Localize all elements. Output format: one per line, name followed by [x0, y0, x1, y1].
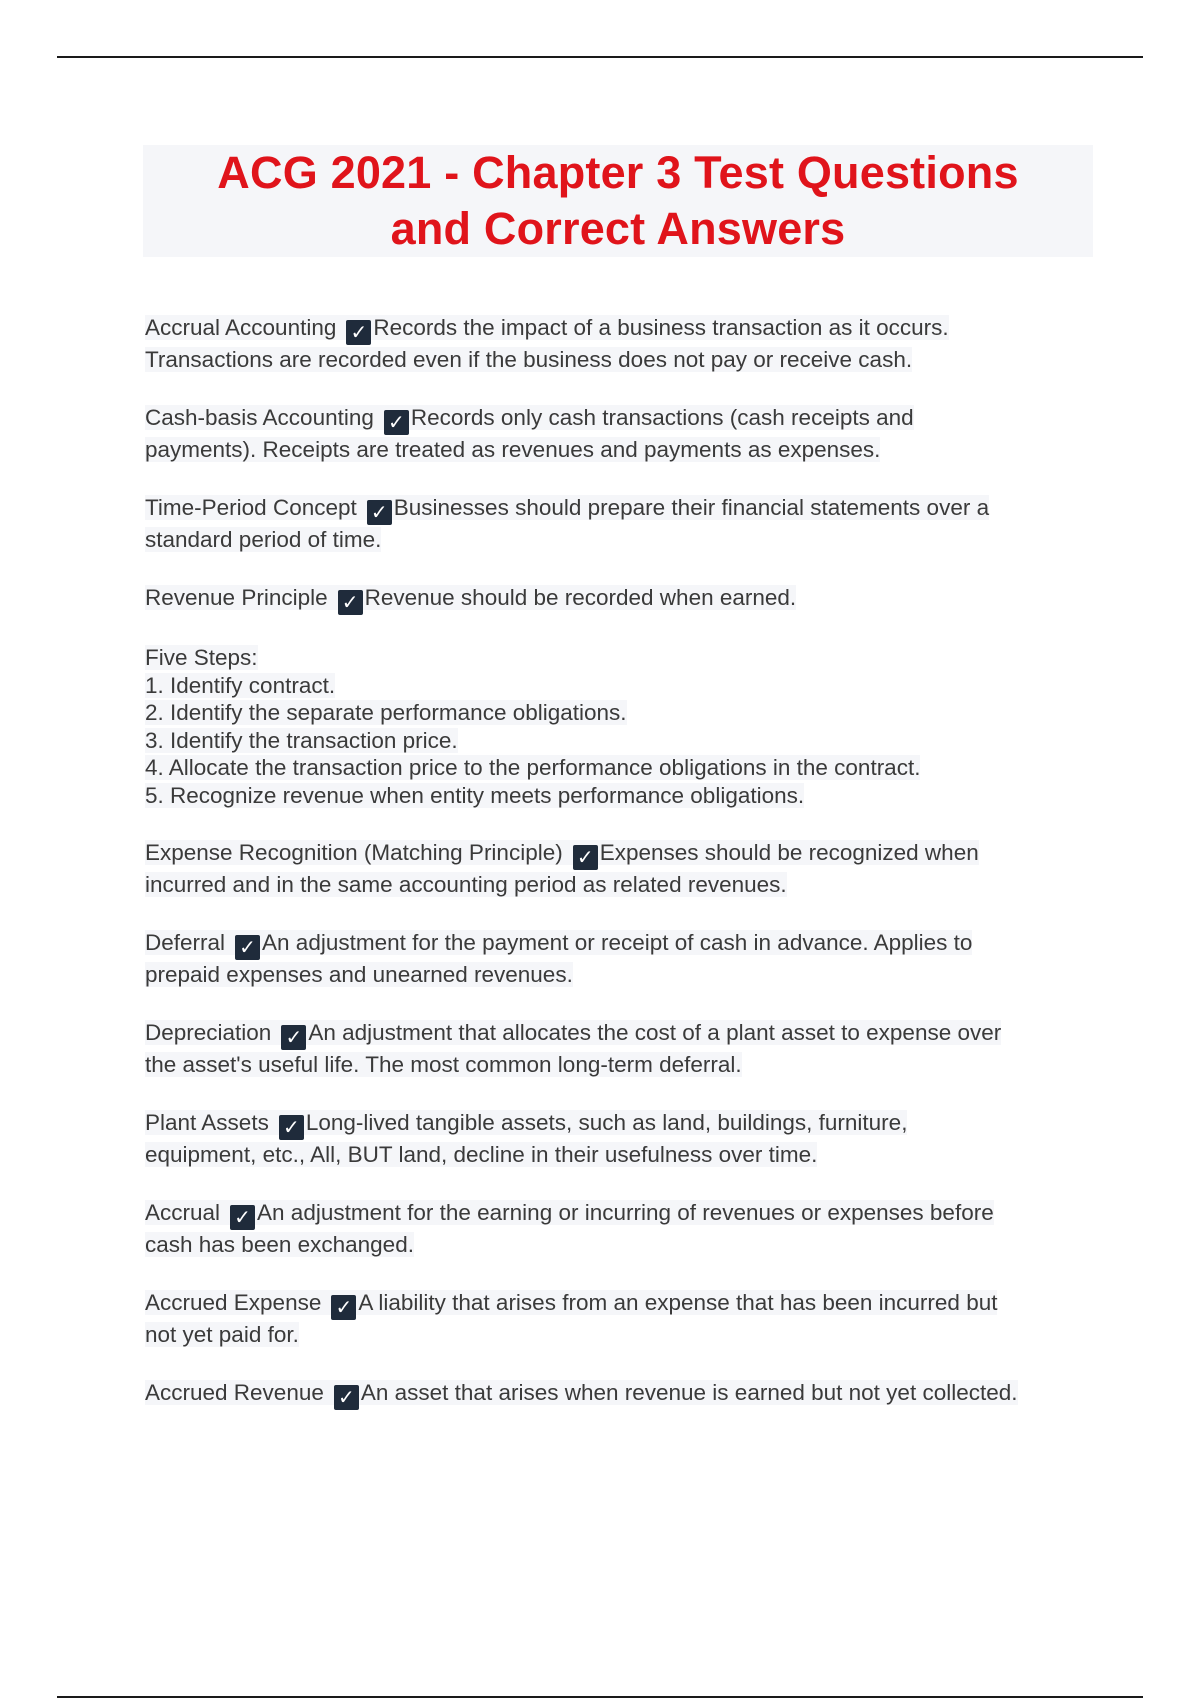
step-item: 3. Identify the transaction price.: [145, 727, 458, 753]
qa-continuation-line: [145, 1140, 1095, 1169]
qa-entry: [145, 313, 1095, 374]
qa-first-line: [145, 583, 1095, 615]
five-steps: [145, 644, 1095, 809]
qa-first-line: [145, 1378, 1095, 1410]
qa-entry: [145, 838, 1095, 899]
qa-entry: [145, 1288, 1095, 1349]
qa-entry: [145, 1198, 1095, 1259]
qa-continuation-line: [145, 960, 1095, 989]
five-steps-heading: Five Steps:: [145, 645, 258, 670]
qa-term: Depreciation: [145, 1020, 272, 1045]
checkmark-icon: ✓: [235, 935, 260, 960]
qa-first-line: [145, 1198, 1095, 1230]
checkmark-icon: ✓: [334, 1385, 359, 1410]
qa-continuation-line: [145, 1050, 1095, 1079]
qa-first-line: [145, 838, 1095, 870]
qa-first-line: [145, 403, 1095, 435]
qa-first-line: [145, 493, 1095, 525]
qa-term: Deferral: [145, 930, 226, 955]
qa-entry: [145, 928, 1095, 989]
qa-term: Cash-basis Accounting: [145, 405, 374, 430]
qa-list: [145, 313, 1095, 1439]
qa-answer-text: equipment, etc., All, BUT land, decline in their usefulness over time.: [145, 1142, 818, 1167]
qa-answer-text: Revenue should be recorded when earned.: [364, 585, 797, 610]
qa-first-line: [145, 313, 1095, 345]
qa-term: Accrual Accounting: [145, 315, 337, 340]
qa-first-line: [145, 1108, 1095, 1140]
qa-answer-text: Transactions are recorded even if the business does not pay or receive cash.: [145, 347, 913, 372]
qa-answer-text: Expenses should be recognized when: [599, 840, 979, 865]
qa-entry: [145, 403, 1095, 464]
qa-continuation-line: [145, 345, 1095, 374]
qa-first-line: [145, 928, 1095, 960]
qa-answer-text: Long-lived tangible assets, such as land, buildings, furniture,: [305, 1110, 908, 1135]
qa-continuation-line: [145, 435, 1095, 464]
step-item: 2. Identify the separate performance obligations.: [145, 700, 627, 725]
checkmark-icon: ✓: [230, 1205, 255, 1230]
qa-answer-text: payments). Receipts are treated as revenues and payments as expenses.: [145, 437, 881, 462]
checkmark-icon: ✓: [384, 410, 409, 435]
qa-answer-text: cash has been exchanged.: [145, 1232, 414, 1257]
qa-entry: [145, 1378, 1095, 1410]
qa-term: Accrued Expense: [145, 1290, 322, 1315]
qa-continuation-line: [145, 1230, 1095, 1259]
title-line-2: and Correct Answers: [390, 203, 846, 254]
qa-answer-text: incurred and in the same accounting period as related revenues.: [145, 872, 787, 897]
qa-term: Expense Recognition (Matching Principle): [145, 840, 563, 865]
checkmark-icon: ✓: [338, 590, 363, 615]
step-item: 5. Recognize revenue when entity meets performance obligations.: [145, 782, 805, 808]
qa-answer-text: An asset that arises when revenue is earned but not yet collected.: [360, 1380, 1018, 1405]
title-banner: [143, 145, 1093, 257]
checkmark-icon: ✓: [279, 1115, 304, 1140]
step-item: 1. Identify contract.: [145, 672, 336, 698]
qa-answer-text: Records only cash transactions (cash receipts and: [410, 405, 914, 430]
qa-answer-text: Businesses should prepare their financial statements over a: [393, 495, 990, 520]
qa-term: Plant Assets: [145, 1110, 269, 1135]
entries-group-1: [145, 313, 1095, 615]
qa-entry: [145, 1018, 1095, 1079]
checkmark-icon: ✓: [367, 500, 392, 525]
checkmark-icon: ✓: [573, 845, 598, 870]
qa-first-line: [145, 1018, 1095, 1050]
checkmark-icon: ✓: [346, 320, 371, 345]
qa-term: Accrued Revenue: [145, 1380, 324, 1405]
qa-continuation-line: [145, 870, 1095, 899]
qa-continuation-line: [145, 1320, 1095, 1349]
title-line-1: ACG 2021 - Chapter 3 Test Questions: [217, 147, 1019, 198]
qa-answer-text: An adjustment for the payment or receipt of cash in advance. Applies to: [262, 930, 973, 955]
qa-answer-text: not yet paid for.: [145, 1322, 299, 1347]
entries-group-2: [145, 838, 1095, 1410]
header-rule: [57, 56, 1143, 58]
qa-answer-text: prepaid expenses and unearned revenues.: [145, 962, 573, 987]
qa-answer-text: the asset's useful life. The most common long-term deferral.: [145, 1052, 742, 1077]
qa-answer-text: An adjustment for the earning or incurring of revenues or expenses before: [257, 1200, 994, 1225]
qa-term: Accrual: [145, 1200, 221, 1225]
footer-rule: [57, 1696, 1143, 1698]
qa-answer-text: standard period of time.: [145, 527, 382, 552]
step-item: 4. Allocate the transaction price to the performance obligations in the contract.: [145, 755, 921, 780]
checkmark-icon: ✓: [281, 1025, 306, 1050]
qa-entry: [145, 1108, 1095, 1169]
qa-entry: [145, 493, 1095, 554]
qa-answer-text: An adjustment that allocates the cost of a plant asset to expense over: [308, 1020, 1002, 1045]
qa-continuation-line: [145, 525, 1095, 554]
qa-term: Revenue Principle: [145, 585, 328, 610]
page-title: [217, 145, 1018, 257]
qa-term: Time-Period Concept: [145, 495, 357, 520]
qa-answer-text: Records the impact of a business transaction as it occurs.: [373, 315, 949, 340]
qa-first-line: [145, 1288, 1095, 1320]
qa-answer-text: A liability that arises from an expense that has been incurred but: [358, 1290, 998, 1315]
qa-entry: [145, 583, 1095, 615]
checkmark-icon: ✓: [331, 1295, 356, 1320]
